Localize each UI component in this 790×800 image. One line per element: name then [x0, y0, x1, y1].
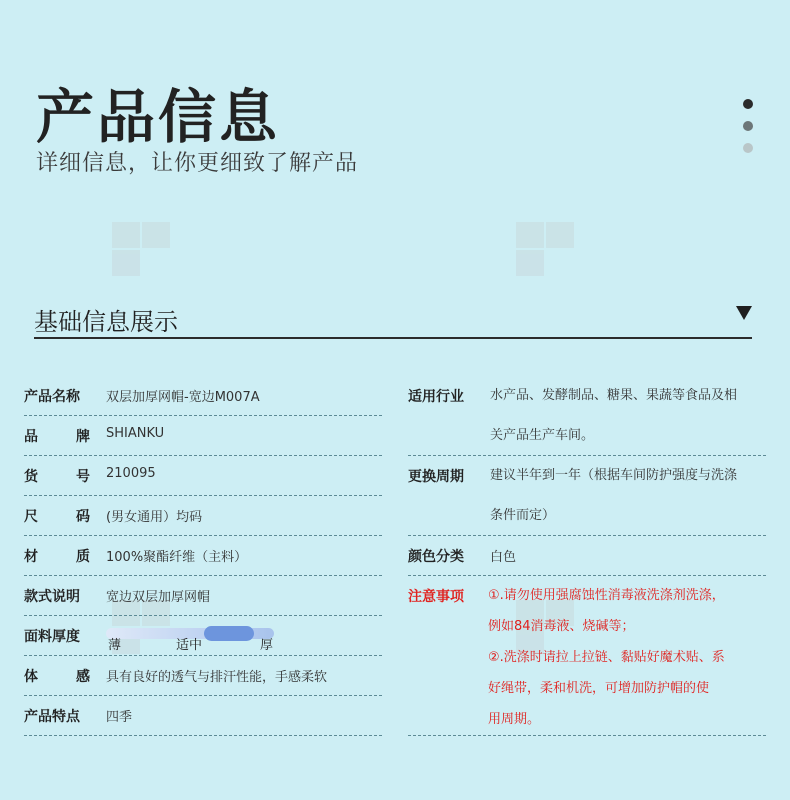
spec-row-name — [24, 376, 382, 416]
spec-label: 体 感 — [24, 669, 90, 685]
spec-row-material — [24, 536, 382, 576]
care-notes — [488, 580, 725, 735]
spec-value: 100%聚酯纤维（主料） — [106, 550, 248, 565]
spec-label: 颜色分类 — [408, 549, 464, 565]
spec-value: SHIANKU — [106, 426, 165, 441]
spec-label: 款式说明 — [24, 589, 80, 605]
section-divider — [34, 337, 752, 339]
spec-row-feel — [24, 656, 382, 696]
spec-value: (男女通用）均码 — [106, 510, 203, 525]
spec-value: 白色 — [490, 550, 517, 565]
spec-value-line: 水产品、发酵制品、糖果、果蔬等食品及相 — [490, 388, 738, 403]
section-title: 基础信息展示 — [34, 308, 178, 336]
pager-dot — [743, 99, 753, 109]
spec-row-cycle — [408, 456, 766, 536]
spec-value — [488, 456, 737, 536]
spec-value-line: 建议半年到一年（根据车间防护强度与洗涤 — [490, 468, 738, 483]
spec-row-brand — [24, 416, 382, 456]
care-note-line: 好绳带，柔和机洗，可增加防护帽的使 — [488, 681, 710, 696]
spec-row-color — [408, 536, 766, 576]
spec-row-feature — [24, 696, 382, 736]
spec-row-industry — [408, 376, 766, 456]
spec-label: 面料厚度 — [24, 629, 80, 645]
care-note-line: ①.请勿使用强腐蚀性消毒液洗涤剂洗涤， — [488, 588, 725, 603]
care-note-line: ②.洗涤时请拉上拉链、黏贴好魔术贴、系 — [488, 650, 725, 665]
spec-label: 材 质 — [24, 549, 90, 565]
spec-table-left — [24, 376, 382, 736]
care-note-line: 例如84消毒液、烧碱等； — [488, 619, 635, 634]
spec-value-line: 关产品生产车间。 — [490, 428, 595, 443]
spec-row-notes — [408, 576, 766, 736]
spec-row-sku — [24, 456, 382, 496]
spec-label: 尺 码 — [24, 509, 90, 525]
spec-value-line: 条件而定） — [490, 508, 556, 523]
care-note-line: 用周期。 — [488, 712, 541, 727]
page-subtitle: 详细信息，让你更细致了解产品 — [36, 151, 359, 176]
spec-value: 四季 — [106, 710, 133, 725]
spec-row-thickness — [24, 616, 382, 656]
spec-value — [488, 376, 737, 456]
spec-table-right — [408, 376, 766, 736]
spec-label: 货 号 — [24, 469, 90, 485]
spec-row-size — [24, 496, 382, 536]
thickness-label-medium: 适中 — [176, 638, 203, 653]
thickness-scale — [106, 626, 274, 653]
spec-row-style — [24, 576, 382, 616]
caret-down-icon — [736, 306, 752, 320]
spec-label: 更换周期 — [408, 469, 464, 485]
thickness-label-thick: 厚 — [260, 638, 274, 653]
spec-value: 210095 — [106, 466, 156, 481]
pager-dot — [743, 121, 753, 131]
thickness-indicator — [204, 626, 254, 641]
spec-label-warning: 注意事项 — [408, 589, 464, 605]
spec-value: 宽边双层加厚网帽 — [106, 590, 211, 605]
spec-label: 产品名称 — [24, 389, 80, 405]
spec-label: 品 牌 — [24, 429, 90, 445]
spec-label: 适用行业 — [408, 389, 464, 405]
spec-value: 双层加厚网帽-宽边M007A — [106, 390, 260, 405]
thickness-label-thin: 薄 — [108, 638, 122, 653]
page-title: 产品信息 — [36, 83, 281, 151]
spec-value: 具有良好的透气与排汗性能，手感柔软 — [106, 670, 328, 685]
spec-label: 产品特点 — [24, 709, 80, 725]
pager-dot — [743, 143, 753, 153]
pager-dots — [743, 99, 753, 165]
